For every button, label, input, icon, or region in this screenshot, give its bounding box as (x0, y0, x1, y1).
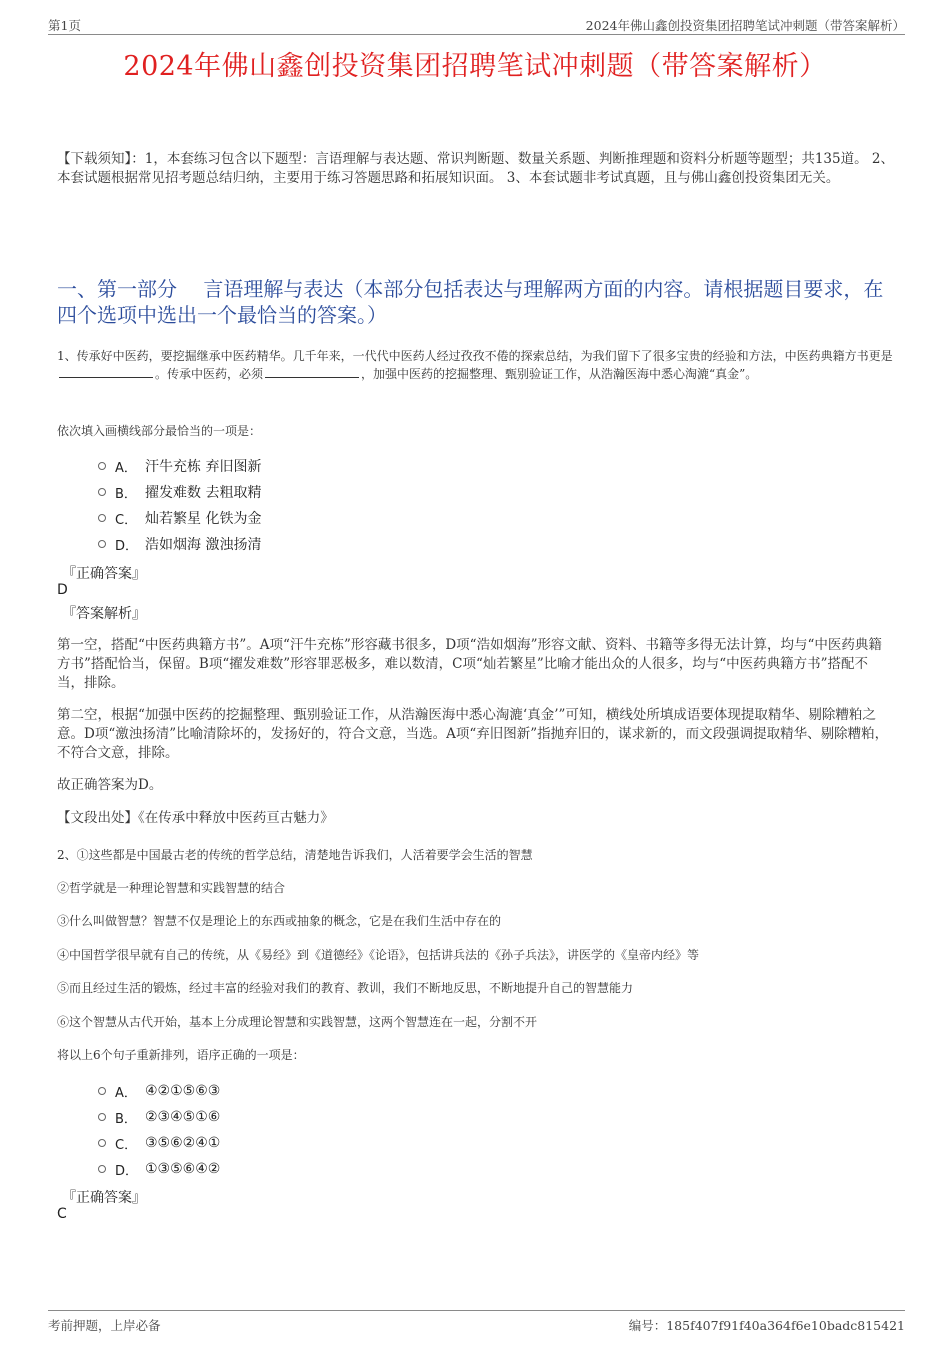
blank-1 (59, 365, 153, 378)
radio-icon[interactable] (98, 540, 106, 548)
q2-instruction: 将以上6个句子重新排列，语序正确的一项是： (57, 1048, 305, 1062)
q1-analysis-2: 第二空，根据“加强中医药的挖掘整理、甄别验证工作，从浩瀚医海中悉心淘漉‘真金’”可知，横线处所填成语要体现提取精华、剔除糟粕之意。D项“激浊扬清”比喻清除坏的，发扬好的，符合文意，当选。A项“弃旧图新”指抛弃旧的，谋求新的，而文段强调提取精华、剔除糟粕，不符合文意，排除。 (57, 707, 889, 761)
radio-icon[interactable] (98, 1139, 106, 1147)
q2-sentence-4: ④中国哲学很早就有自己的传统，从《易经》到《道德经》《论语》，包括讲兵法的《孙子兵法》，讲医学的《皇帝内经》等 (57, 948, 700, 962)
q1-option-d[interactable]: D． 浩如烟海 激浊扬清 (98, 531, 261, 557)
radio-icon[interactable] (98, 488, 106, 496)
footer-slogan: 考前押题，上岸必备 (48, 1318, 161, 1333)
q2-option-d[interactable]: D． ①③⑤⑥④② (98, 1156, 220, 1182)
q1-answer-label: 『正确答案』 (62, 566, 146, 582)
q2-sentence-5: ⑤而且经过生活的锻炼，经过丰富的经验对我们的教育、教训，我们不断地反思，不断地提升自己的智慧能力 (57, 981, 634, 995)
q1-analysis-label: 『答案解析』 (62, 606, 146, 622)
question-2-options (98, 1078, 220, 1182)
q1-analysis-1: 第一空，搭配“中医药典籍方书”。A项“汗牛充栋”形容藏书很多，D项“浩如烟海”形容文献、资料、书籍等多得无法计算，均与“中医药典籍方书”搭配恰当，保留。B项“擢发难数”形容罪恶极多，难以数清，C项“灿若繁星”比喻才能出众的人很多，均与“中医药典籍方书”搭配不当，排除。 (57, 637, 882, 691)
q2-option-c[interactable]: C． ③⑤⑥②④① (98, 1130, 220, 1156)
question-1-stem: 1、传承好中医药，要挖掘继承中医药精华。几千年来，一代代中医药人经过孜孜不倦的探索总结，为我们留下了很多宝贵的经验和方法，中医药典籍方书更是。传承中医药，必须 ，加强中医药的挖掘整理、甄别验证工作，从浩瀚医海中悉心淘漉“真金”。 (57, 349, 893, 381)
q2-answer: C (57, 1206, 67, 1222)
radio-icon[interactable] (98, 1165, 106, 1173)
q1-option-b[interactable]: B． 擢发难数 去粗取精 (98, 479, 261, 505)
q2-option-b[interactable]: B． ②③④⑤①⑥ (98, 1104, 220, 1130)
footer-code: 编号：185f407f91f40a364f6e10badc815421 (628, 1318, 905, 1333)
q2-sentence-2: ②哲学就是一种理论智慧和实践智慧的结合 (57, 881, 286, 895)
download-notice: 【下载须知】：1，本套练习包含以下题型：言语理解与表达题、常识判断题、数量关系题、判断推理题和资料分析题等题型；共135道。 2、本套试题根据常见招考题总结归纳，主要用于练习答题思路和拓展知识面。 3、本套试题非考试真题，且与佛山鑫创投资集团无关。 (57, 151, 894, 186)
q1-option-c[interactable]: C． 灿若繁星 化铁为金 (98, 505, 261, 531)
page-footer (48, 1310, 905, 1333)
question-1-instruction: 依次填入画横线部分最恰当的一项是： (57, 424, 262, 438)
header-doc-title: 2024年佛山鑫创投资集团招聘笔试冲刺题（带答案解析） (585, 18, 905, 33)
page-header (48, 14, 905, 35)
q1-option-a[interactable]: A． 汗牛充栋 弃旧图新 (98, 453, 261, 479)
q1-source: 【文段出处】《在传承中释放中医药亘古魅力》 (57, 810, 334, 826)
section-heading: 一、第一部分 言语理解与表达（本部分包括表达与理解两方面的内容。请根据题目要求，在四个选项中选出一个最恰当的答案。） (57, 277, 884, 327)
radio-icon[interactable] (98, 462, 106, 470)
q2-sentence-6: ⑥这个智慧从古代开始，基本上分成理论智慧和实践智慧，这两个智慧连在一起，分割不开 (57, 1015, 538, 1029)
radio-icon[interactable] (98, 1087, 106, 1095)
question-1-options (98, 453, 261, 557)
radio-icon[interactable] (98, 1113, 106, 1121)
q2-sentence-1: 2、①这些都是中国最古老的传统的哲学总结，清楚地告诉我们，人活着要学会生活的智慧 (57, 848, 533, 862)
q2-option-a[interactable]: A． ④②①⑤⑥③ (98, 1078, 220, 1104)
document-title: 2024年佛山鑫创投资集团招聘笔试冲刺题（带答案解析） (123, 51, 827, 82)
page-number: 第1页 (48, 18, 81, 33)
q2-sentence-3: ③什么叫做智慧？智慧不仅是理论上的东西或抽象的概念，它是在我们生活中存在的 (57, 914, 502, 928)
q2-answer-label: 『正确答案』 (62, 1190, 146, 1206)
radio-icon[interactable] (98, 514, 106, 522)
blank-2 (265, 365, 359, 378)
q1-conclusion: 故正确答案为D。 (57, 777, 163, 793)
q1-answer: D (57, 582, 68, 598)
